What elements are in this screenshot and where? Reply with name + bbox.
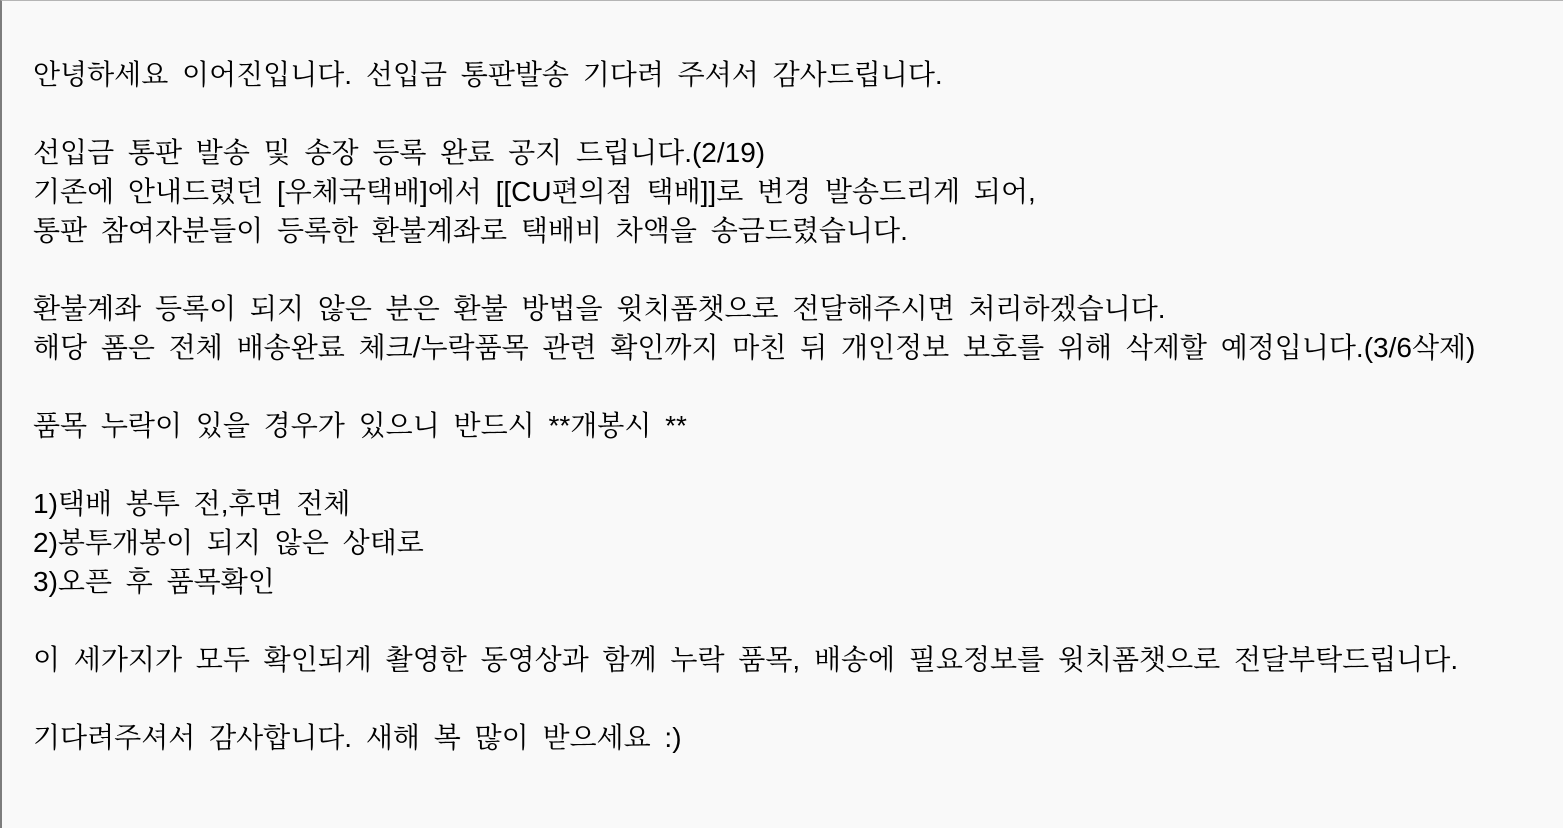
text-line: 기존에 안내드렸던 [우체국택배]에서 [[CU편의점 택배]]로 변경 발송드리게 되어,: [33, 176, 1036, 207]
text-line: 해당 폼은 전체 배송완료 체크/누락품목 관련 확인까지 마친 뒤 개인정보 보호를 위해 삭제할 예정입니다.(3/6삭제): [33, 332, 1476, 363]
paragraph: [33, 55, 1545, 94]
text-line: 선입금 통판 발송 및 송장 등록 완료 공지 드립니다.(2/19): [33, 137, 766, 168]
text-line: 1)택배 봉투 전,후면 전체: [33, 488, 351, 519]
notice-text: [2, 1, 1563, 757]
paragraph: [33, 289, 1545, 367]
text-line: 품목 누락이 있을 경우가 있으니 반드시 **개봉시 **: [33, 410, 687, 441]
paragraph: [33, 640, 1545, 679]
paragraph: [33, 484, 1545, 601]
text-line: 안녕하세요 이어진입니다. 선입금 통판발송 기다려 주셔서 감사드립니다.: [33, 59, 943, 90]
text-line: 3)오픈 후 품목확인: [33, 566, 275, 597]
text-line: 2)봉투개봉이 되지 않은 상태로: [33, 527, 424, 558]
text-line: 환불계좌 등록이 되지 않은 분은 환불 방법을 윗치폼챗으로 전달해주시면 처리하겠습니다.: [33, 293, 1166, 324]
paragraph: [33, 406, 1545, 445]
text-line: 통판 참여자분들이 등록한 환불계좌로 택배비 차액을 송금드렸습니다.: [33, 215, 908, 246]
paragraph: [33, 718, 1545, 757]
text-line: 이 세가지가 모두 확인되게 촬영한 동영상과 함께 누락 품목, 배송에 필요정보를 윗치폼챗으로 전달부탁드립니다.: [33, 644, 1459, 675]
text-line: 기다려주셔서 감사합니다. 새해 복 많이 받으세요 :): [33, 722, 682, 753]
paragraph: [33, 133, 1545, 250]
